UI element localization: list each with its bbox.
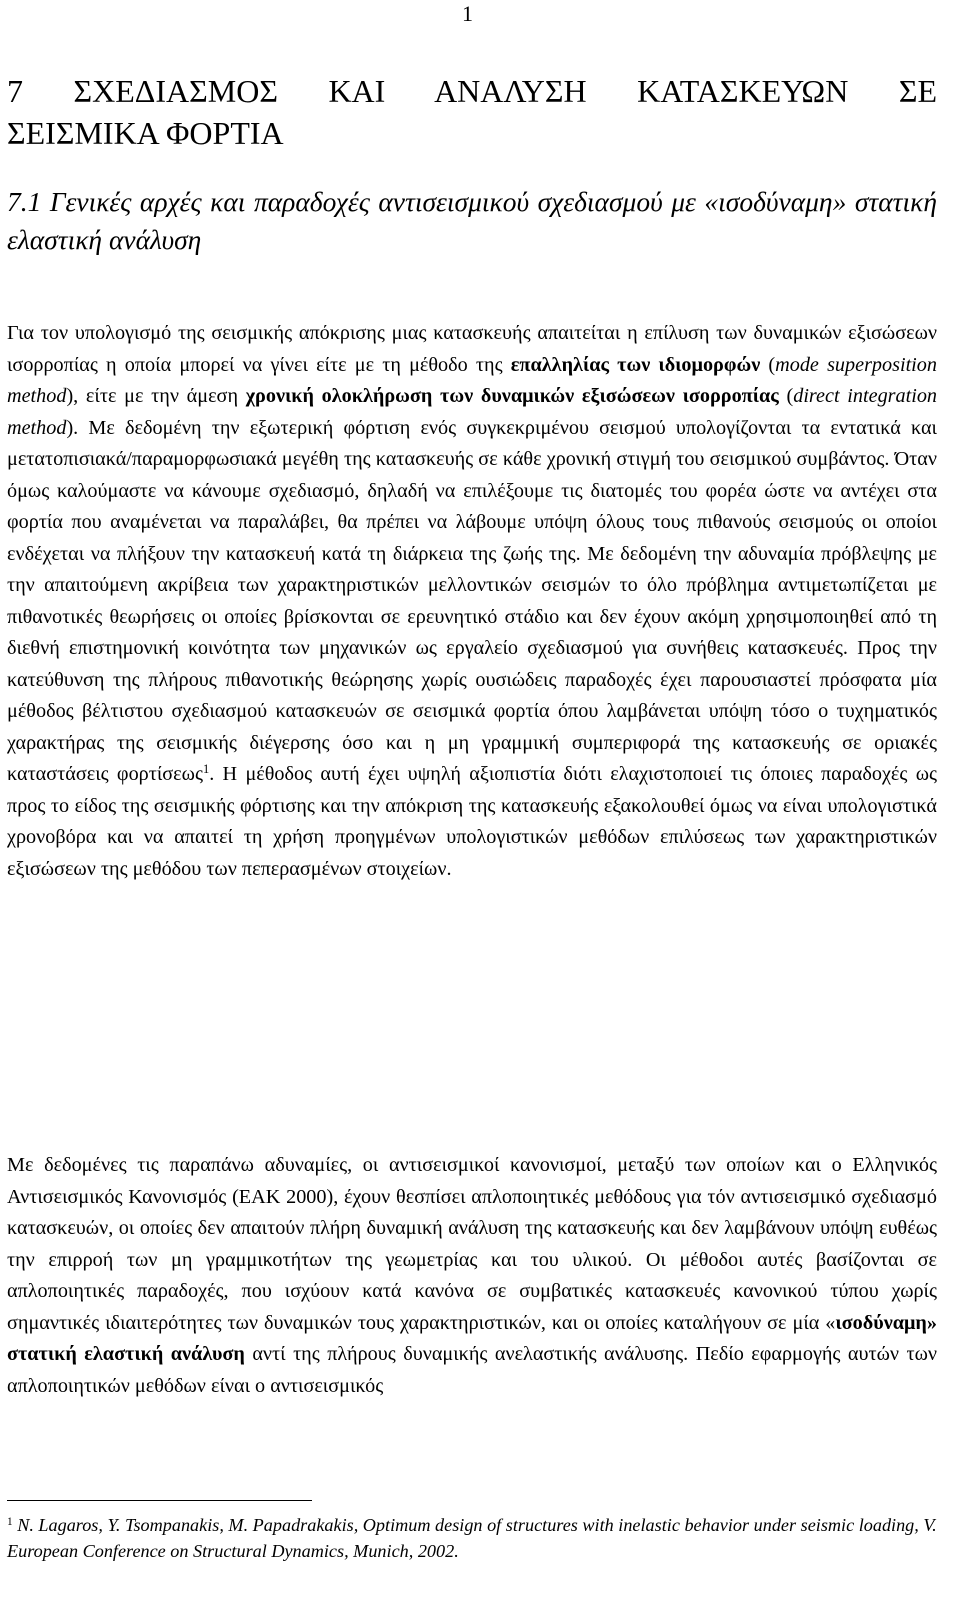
p2-text-2: αντί της πλήρους δυναμικής ανελαστικής ανάλυσης. Πεδίο εφαρμογής αυτών των απλοποιητικών μεθόδων είναι ο αντισεισμικός xyxy=(7,1343,937,1397)
paragraph-1 xyxy=(7,318,937,885)
chapter-title-line-1: 7 ΣΧΕΔΙΑΣΜΟΣ ΚΑΙ ΑΝΑΛΥΣΗ ΚΑΤΑΣΚΕΥΩΝ ΣΕ xyxy=(7,73,937,109)
p1-text-2: ( xyxy=(760,353,776,376)
chapter-title-line-2: ΣΕΙΣΜΙΚΑ ΦΟΡΤΙΑ xyxy=(7,115,284,151)
p2-bold-equivalent-static: ισοδύναμη» στατική ελαστική ανάλυση xyxy=(7,1311,937,1365)
p1-italic-mode-superposition: mode superposition method xyxy=(7,353,937,407)
p1-bold-mode-superposition: επαλληλίας των ιδιομορφών xyxy=(510,353,761,376)
footnote-text: N. Lagaros, Y. Tsompanakis, M. Papadrakakis, Optimum design of structures with inelastic behavior under seismic loading, V. European Conference on Structural Dynamics, Munich, 2002. xyxy=(7,1515,937,1561)
footnote-reference[interactable]: 1 xyxy=(202,762,210,777)
p1-text-3: ), είτε με την άμεση xyxy=(66,385,246,407)
section-title: 7.1 Γενικές αρχές και παραδοχές αντισεισμικού σχεδιασμού με «ισοδύναμη» στατική ελαστική ανάλυση xyxy=(7,186,937,255)
p1-text-5: ). Με δεδομένη την εξωτερική φόρτιση ενός συγκεκριμένου σεισμού υπολογίζονται τα εντατικά και μετατοπισιακά/παραμορφωσιακά μεγέθη της κατασκευής σε κάθε χρονική στιγμή του σεισμικού συμβάντος. Όταν όμως καλούμαστε να κάνουμε σχεδιασμό, δηλαδή να επιλέξουμε τις διατομές του φορέα ώστε να αντέχει στα φορτία που αναμένεται να παραλάβει, θα πρέπει να λάβουμε υπόψη όλους τους πιθανούς σεισμούς οι οποίοι ενδέχεται να πλήξουν την κατασκευή κατά τη διάρκεια της ζωής της. Με δεδομένη την αδυναμία πρόβλεψης με την απαιτούμενη ακρίβεια των χαρακτηριστικών μελλοντικών σεισμών το όλο πρόβλημα αντιμετωπίζεται με πιθανοτικές θεωρήσεις οι οποίες βρίσκονται σε ερευνητικό στάδιο και δεν έχουν ακόμη χρησιμοποιηθεί από τη διεθνή επιστημονική κοινότητα των μηχανικών ως εργαλείο σχεδιασμού για συνήθεις κατασκευές. Προς την κατεύθυνση της πλήρους πιθανοτικής θεώρησης χωρίς ουσιώδεις παραδοχές έχει παρουσιαστεί πρόσφατα μία μέθοδος βέλτιστου σχεδιασμού κατασκευών σε σεισμικά φορτία όπου λαμβάνεται υπόψη τόσο ο τυχηματικός χαρακτήρας της σεισμικής διέγερσης όσο και η μη γραμμική συμπεριφορά της κατασκευής σε οριακές καταστάσεις φορτίσεως xyxy=(7,416,937,785)
p1-italic-direct-integration: direct integration method xyxy=(7,385,938,439)
footnote-marker: 1 xyxy=(7,1515,13,1528)
p1-text-4: ( xyxy=(778,385,794,407)
paragraph-2 xyxy=(7,1150,937,1402)
page-number: 1 xyxy=(462,1,473,26)
p1-text-6: . Η μέθοδος αυτή έχει υψηλή αξιοπιστία διότι ελαχιστοποιεί τις όποιες παραδοχές ως προς το είδος της σεισμικής φόρτισης και την απόκριση της κατασκευής εξακολουθεί όμως να είναι υπολογιστικά χρονοβόρα και να απαιτεί τη χρήση προηγμένων υπολογιστικών μεθόδων επιλύσεως των χαρακτηριστικών εξισώσεων της μεθόδου των πεπερασμένων στοιχείων. xyxy=(7,763,937,880)
footnote-divider xyxy=(7,1500,312,1501)
chapter-title xyxy=(7,70,937,154)
p1-bold-direct-integration: χρονική ολοκλήρωση των δυναμικών εξισώσεων ισορροπίας xyxy=(245,385,779,407)
p1-text-1: Για τον υπολογισμό της σεισμικής απόκρισης μιας κατασκευής απαιτείται η επίλυση των δυναμικών εξισώσεων ισορροπίας η οποία μπορεί να γίνει είτε με τη μέθοδο της xyxy=(7,322,937,376)
footnote xyxy=(7,1512,937,1564)
p2-text-1: Με δεδομένες τις παραπάνω αδυναμίες, οι αντισεισμικοί κανονισμοί, μεταξύ των οποίων και ο Ελληνικός Αντισεισμικός Κανονισμός (ΕΑΚ 2000), έχουν θεσπίσει απλοποιητικές μεθόδους για τόν αντισεισμικό σχεδιασμό κατασκευών, οι οποίες δεν απαιτούν πλήρη δυναμική ανάλυση της κατασκευής και δεν λαμβάνουν υπόψη ευθέως την επιρροή των μη γραμμικοτήτων της γεωμετρίας και του υλικού. Οι μέθοδοι αυτές βασίζονται σε απλοποιητικές παραδοχές, που ισχύουν κατά κανόνα σε συμβατικές κατασκευές κανονικού τύπου χωρίς σημαντικές ιδιαιτερότητες των δυναμικών τους χαρακτηριστικών, και οι οποίες καταλήγουν σε μία « xyxy=(7,1154,937,1334)
